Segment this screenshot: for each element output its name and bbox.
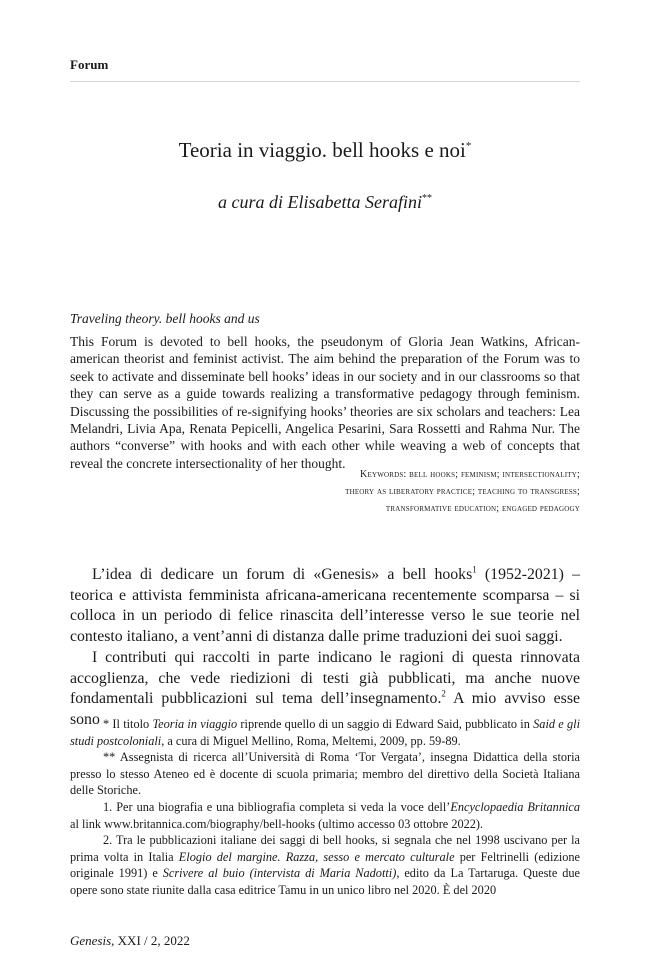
body-text-run: I contributi qui raccolti in parte indicano le ragioni di questa rinnovata accoglienza, che vede riedizioni di testi già pubblicati, ma anche nuove fondamentali pubblicazioni sul tema dell’insegnamento. <box>70 648 580 708</box>
abstract-title: Traveling theory. bell hooks and us <box>70 311 260 326</box>
footnote-ref: 1 <box>472 564 477 575</box>
footnote-italic: Elogio del margine. Razza, sesso e mercato culturale <box>178 849 455 864</box>
body-text-run: (1952-2021) – teorica e attivista femminista africana-americana recentemente scomparsa – si colloca in un periodo di felice rinascita dell’interesse verso le sue teorie nel contesto italiano, a vent’anni di distanza dalle prime traduzioni dei suoi saggi. <box>70 566 580 646</box>
page-footer <box>70 933 190 949</box>
footnote-italic: Teoria in viaggio <box>152 717 238 731</box>
footnote: ** Assegnista di ricerca all’Università di Roma ‘Tor Vergata’, insegna Didattica della storia presso lo stesso Ateneo ed è docente di scuola primaria; membro del direttivo della Società Italiana delle Storiche. <box>70 750 580 798</box>
footnote-text: , a cura di Miguel Mellino, Roma, Meltemi, 2009, pp. 59-89. <box>161 733 461 748</box>
footnote <box>70 799 580 832</box>
curator-footnote-marker: ** <box>422 193 432 204</box>
body-paragraph <box>70 565 580 648</box>
body-text-run: A mio avviso esse sono <box>70 690 580 728</box>
footnote-text: riprende quello di un saggio di Edward Said, pubblicato in <box>237 717 534 731</box>
footnote <box>70 716 580 749</box>
footnote-text: * Il titolo <box>103 717 153 731</box>
journal-name: Genesis <box>70 933 112 948</box>
footnotes <box>70 716 580 899</box>
body-text-run: L’idea di dedicare un forum di «Genesis» a bell hooks <box>92 566 473 583</box>
footnote-italic: Scrivere al buio (intervista di Maria Nadotti) <box>162 866 397 881</box>
keywords <box>70 466 580 517</box>
keywords-line: Keywords: bell hooks; feminism; intersectionality; <box>360 469 580 480</box>
section-label: Forum <box>70 57 109 72</box>
abstract-text: This Forum is devoted to bell hooks, the pseudonym of Gloria Jean Watkins, African-american theorist and feminist activist. The aim behind the preparation of the Forum was to seek to activate and disseminate bell hooks’ ideas in our society and in our classrooms so that they can serve as a guide towards realizing a transformative pedagogy through feminism. Discussing the possibilities of re-signifying hooks’ theories are six scholars and teachers: Lea Melandri, Livia Apa, Renata Pepicelli, Angelica Pesarini, Sara Rossetti and Rahma Nur. The authors “converse” with hooks and with each other while weaving a web of concepts that reveal the concrete intersectionality of her thought. <box>70 334 580 471</box>
footnote-ref: 2 <box>441 688 446 699</box>
footnote-italic: Said e gli studi postcoloniali <box>70 717 581 748</box>
footnote-text: per Feltrinelli (edizione originale 1991) e <box>70 849 580 881</box>
article-title <box>70 138 580 163</box>
article-title-text: Teoria in viaggio. bell hooks e noi <box>178 138 466 162</box>
keywords-line: theory as liberatory practice; teaching to transgress; <box>345 486 580 497</box>
curator-text: a cura di Elisabetta Serafini <box>218 192 422 212</box>
footnote <box>70 832 580 898</box>
footnote-text: al link www.britannica.com/biography/bell-hooks (ultimo accesso 03 ottobre 2022). <box>70 816 484 831</box>
footnote-text: , edito da La Tartaruga. Queste due opere sono state riunite dalla casa editrice Tamu in un unico libro nel 2020. È del 2020 <box>70 866 581 897</box>
footnote-italic: Encyclopaedia Britannica <box>450 799 580 814</box>
keywords-line: transformative education; engaged pedagogy <box>385 503 580 514</box>
header-divider <box>70 81 580 82</box>
footnote-text: 2. Tra le pubblicazioni italiane dei saggi di bell hooks, si segnala che nel 1998 uscivano per la prima volta in Italia <box>70 833 580 864</box>
title-footnote-marker: * <box>465 140 472 152</box>
footnote-text: 1. Per una biografia e una bibliografia completa si veda la voce dell’ <box>103 799 451 814</box>
issue-info: , XXI / 2, 2022 <box>111 933 190 948</box>
article-curator <box>70 192 580 213</box>
body-text <box>70 565 580 731</box>
